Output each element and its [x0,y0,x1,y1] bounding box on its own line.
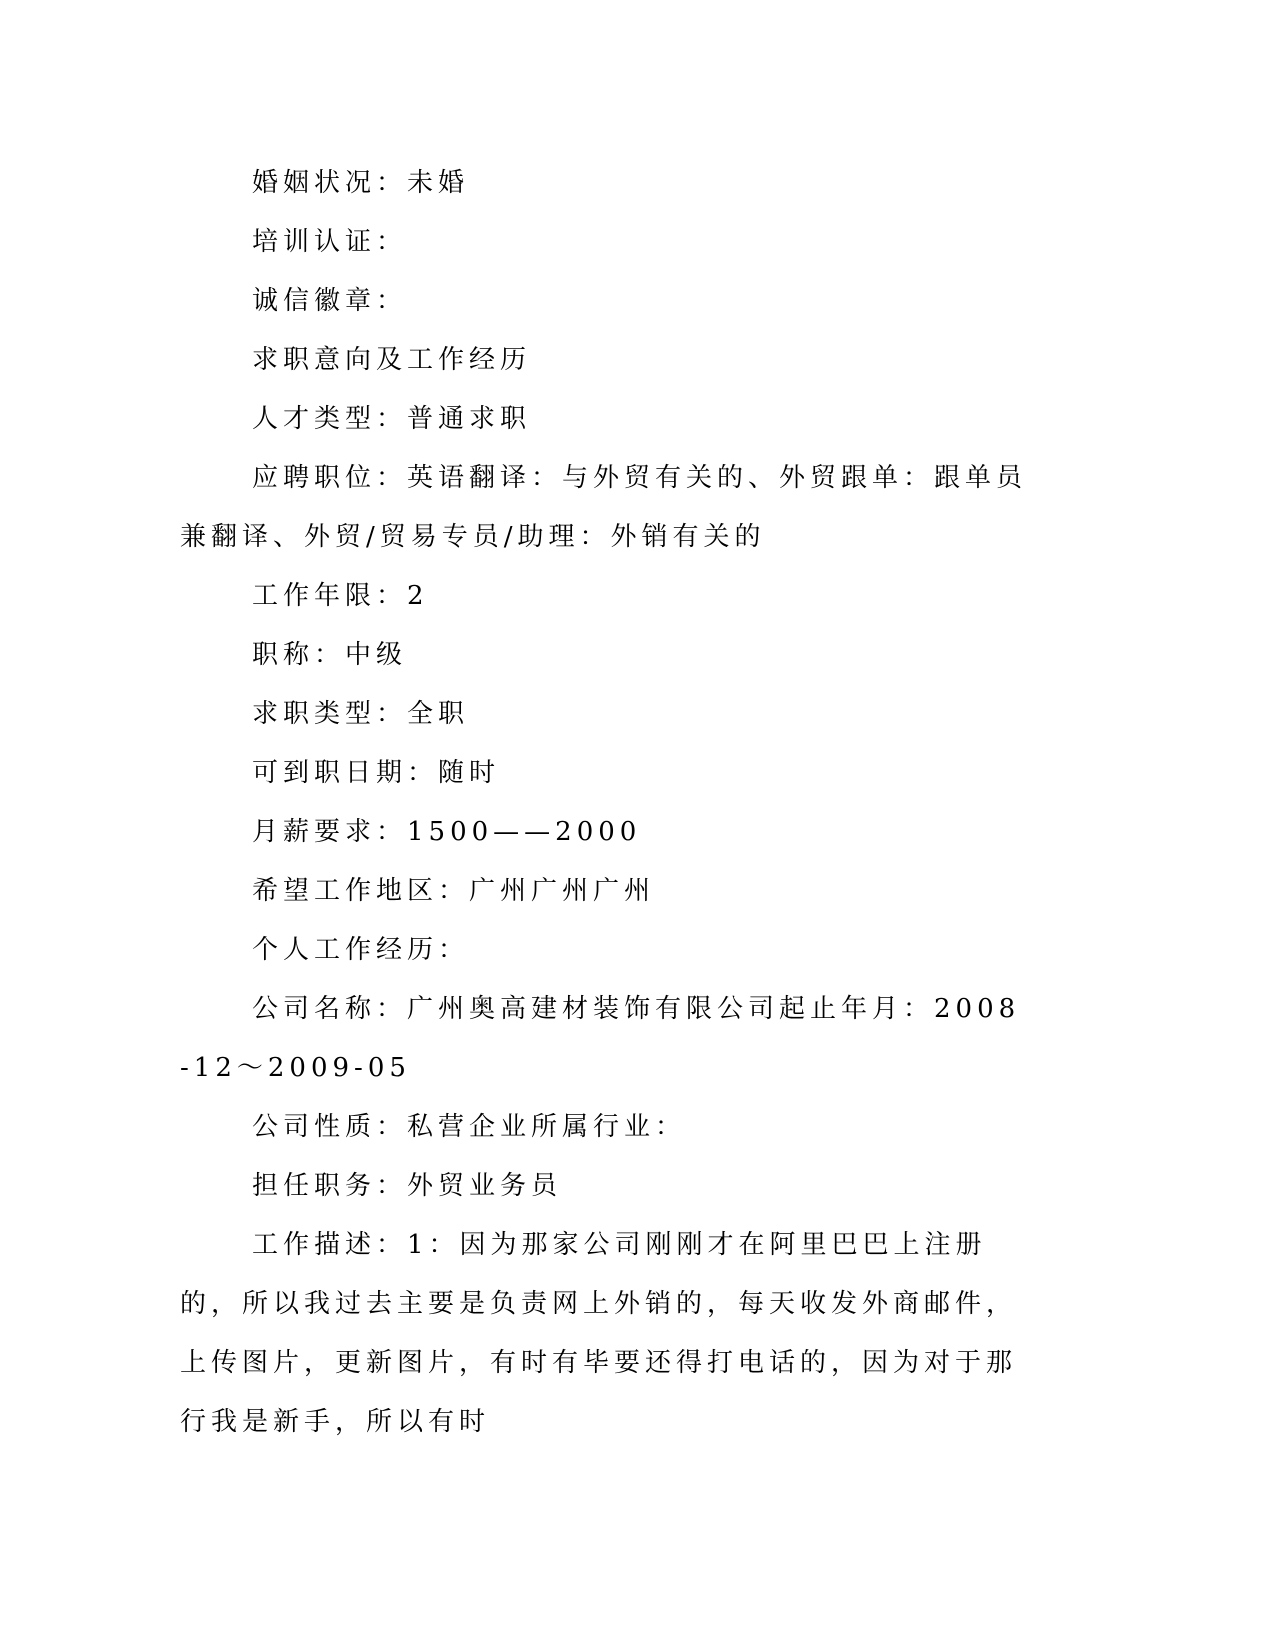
job-description-line: 工作描述：1：因为那家公司刚刚才在阿里巴巴上注册的，所以我过去主要是负责网上外销的，每天收发外商邮件，上传图片，更新图片，有时有毕要还得打电话的，因为对于那行我是新手，所以有时 [180,1230,1018,1437]
desired-location-line: 希望工作地区：广州广州广州 [252,876,656,906]
integrity-badge-line: 诚信徽章： [252,286,408,316]
available-date-line: 可到职日期：随时 [252,758,501,788]
title-line: 职称：中级 [252,640,408,670]
training-cert-line: 培训认证： [252,227,408,257]
document-body [180,154,1030,1452]
company-nature-line: 公司性质：私营企业所属行业： [252,1112,687,1142]
applied-position-line: 应聘职位：英语翻译：与外贸有关的、外贸跟单：跟单员兼翻译、外贸/贸易专员/助理：外销有关的 [180,463,1028,552]
job-type-line: 求职类型：全职 [252,699,470,729]
work-history-heading: 个人工作经历： [252,935,470,965]
talent-type-line: 人才类型：普通求职 [252,404,532,434]
salary-line: 月薪要求：1500——2000 [252,817,642,847]
section-heading-job-intent: 求职意向及工作经历 [252,345,532,375]
company-name-line: 公司名称：广州奥高建材装饰有限公司起止年月：2008-12～2009-05 [180,994,1021,1083]
marital-status-line: 婚姻状况：未婚 [252,168,470,198]
work-years-line: 工作年限：2 [252,581,429,611]
job-role-line: 担任职务：外贸业务员 [252,1171,563,1201]
